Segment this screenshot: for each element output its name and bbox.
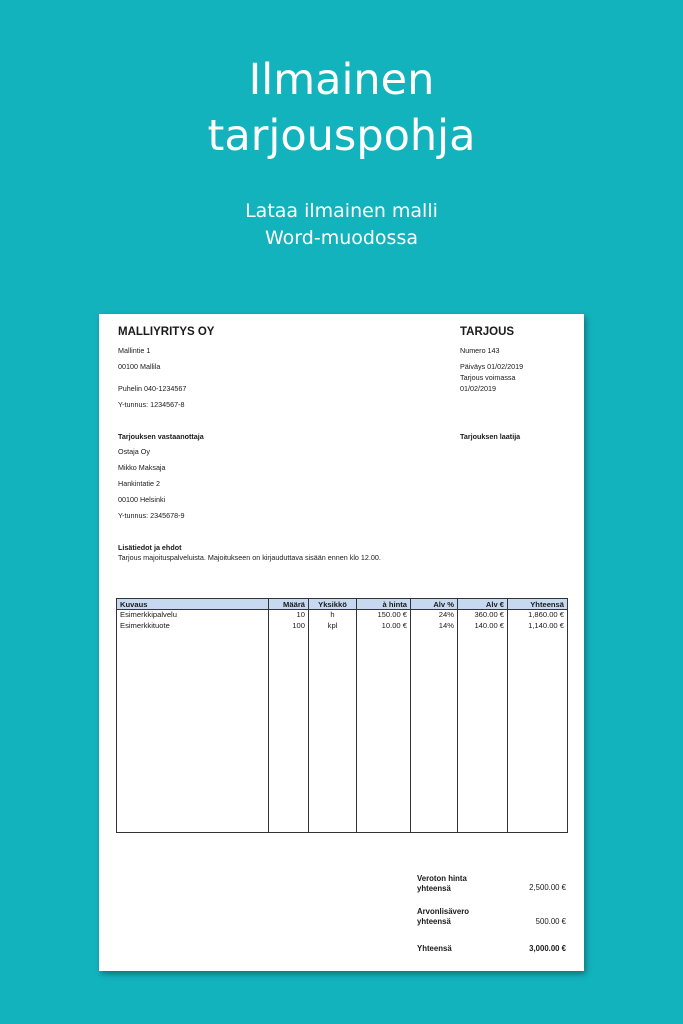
cell-quantity: 100 [269,621,309,632]
cell-vat-amount: 140.00 € [458,621,508,632]
cell-total: 1,860.00 € [508,610,568,621]
table-row [117,621,568,632]
hero-title-line-2: tarjouspohja [207,111,476,161]
cell-unit: h [309,610,357,621]
hero-title [0,52,683,164]
offer-date: Päiväys 01/02/2019 [460,362,524,371]
author-heading: Tarjouksen laatija [460,432,521,441]
vat-total-value: 500.00 € [535,917,566,926]
items-table [116,598,568,833]
company-phone: Puhelin 040-1234567 [118,384,187,393]
table-row [117,610,568,621]
offer-number: Numero 143 [460,346,500,355]
cell-total: 1,140.00 € [508,621,568,632]
company-postal: 00100 Mallila [118,362,161,371]
cell-unit-price: 150.00 € [357,610,411,621]
hero-title-line-1: Ilmainen [248,55,435,105]
offer-title: TARJOUS [460,326,515,338]
column-header-vat-amount: Alv € [458,599,508,610]
cell-vat-amount: 360.00 € [458,610,508,621]
extra-text: Tarjous majoituspalveluista. Majoitukseen on kirjauduttava sisään ennen klo 12.00. [118,553,381,562]
grand-total-label: Yhteensä [417,944,452,953]
recipient-business-id: Y-tunnus: 2345678-9 [118,511,185,520]
vat-total-label: Arvonlisävero yhteensä [417,907,470,926]
column-header-total: Yhteensä [508,599,568,610]
cell-description: Esimerkkipalvelu [117,610,269,621]
grand-total-value: 3,000.00 € [529,944,566,953]
cell-vat-percent: 24% [411,610,458,621]
offer-valid-date: 01/02/2019 [460,384,496,393]
company-name: MALLIYRITYS OY [118,326,215,338]
recipient-person: Mikko Maksaja [118,463,166,472]
column-header-unit: Yksikkö [309,599,357,610]
column-header-unit-price: à hinta [357,599,411,610]
extra-heading: Lisätiedot ja ehdot [118,543,182,552]
recipient-street: Hankintatie 2 [118,479,160,488]
recipient-heading: Tarjouksen vastaanottaja [118,432,204,441]
hero-subtitle-line-2: Word-muodossa [265,227,418,249]
hero-subtitle-line-1: Lataa ilmainen malli [245,200,438,222]
cell-unit-price: 10.00 € [357,621,411,632]
column-header-vat-percent: Alv % [411,599,458,610]
cell-unit: kpl [309,621,357,632]
column-header-quantity: Määrä [269,599,309,610]
cell-vat-percent: 14% [411,621,458,632]
cell-quantity: 10 [269,610,309,621]
table-header-row [117,599,568,610]
column-header-description: Kuvaus [117,599,269,610]
offer-valid-label: Tarjous voimassa [460,373,516,382]
recipient-company: Ostaja Oy [118,447,150,456]
net-total-value: 2,500.00 € [529,883,566,892]
company-business-id: Y-tunnus: 1234567-8 [118,400,185,409]
cell-description: Esimerkkituote [117,621,269,632]
table-empty-area [117,632,568,833]
company-street: Mallintie 1 [118,346,151,355]
net-total-label: Veroton hinta yhteensä [417,874,467,893]
hero-subtitle [0,198,683,252]
recipient-postal: 00100 Helsinki [118,495,166,504]
offer-document [99,314,584,971]
